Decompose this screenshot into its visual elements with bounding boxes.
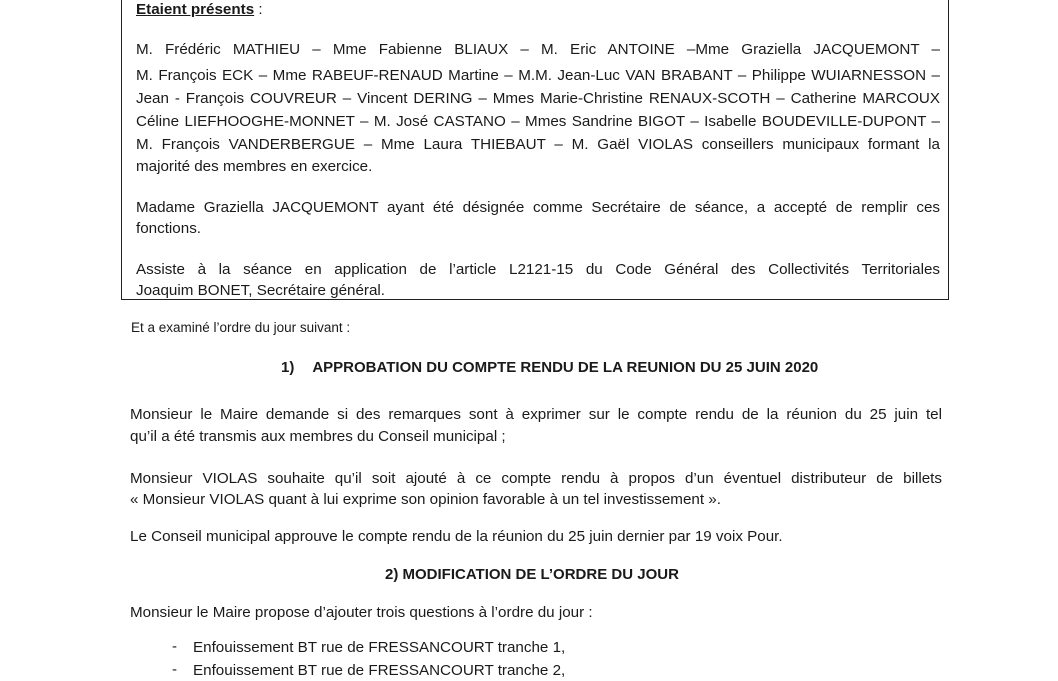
section1-conclusion: Le Conseil municipal approuve le compte rendu de la réunion du 25 juin dernier par 19 voix Pour. (130, 528, 783, 545)
bullet-dash: - (172, 638, 177, 655)
list-item: Enfouissement BT rue de FRESSANCOURT tranche 1, (193, 639, 566, 656)
secretary-line: Madame Graziella JACQUEMONT ayant été désignée comme Secrétaire de séance, a accepté de remplir ces (136, 199, 940, 216)
bullet-dash: - (172, 661, 177, 678)
assist-line: Assiste à la séance en application de l’article L2121-15 du Code Général des Collectivités Territoriales (136, 261, 940, 278)
agenda-intro: Et a examiné l’ordre du jour suivant : (131, 320, 351, 335)
attendees-heading-line (136, 0, 263, 20)
section1-paragraph-line: Monsieur VIOLAS souhaite qu’il soit ajouté à ce compte rendu à propos d’un éventuel distributeur de billets (130, 470, 942, 487)
section2-title: 2) MODIFICATION DE L’ORDRE DU JOUR (385, 566, 679, 583)
section1-heading (281, 358, 818, 378)
section2-intro: Monsieur le Maire propose d’ajouter trois questions à l’ordre du jour : (130, 604, 593, 621)
assist-line: Joaquim BONET, Secrétaire général. (136, 282, 386, 299)
attendees-line: M. François VANDERBERGUE – Mme Laura THIEBAUT – M. Gaël VIOLAS conseillers municipaux formant la (136, 136, 940, 153)
list-item: Enfouissement BT rue de FRESSANCOURT tranche 2, (193, 662, 566, 679)
secretary-line: fonctions. (136, 220, 202, 237)
attendees-line: Céline LIEFHOOGHE-MONNET – M. José CASTANO – Mmes Sandrine BIGOT – Isabelle BOUDEVILLE-DUPONT – (136, 113, 940, 130)
attendees-line: majorité des membres en exercice. (136, 158, 373, 175)
attendees-line: M. François ECK – Mme RABEUF-RENAUD Martine – M.M. Jean-Luc VAN BRABANT – Philippe WUIARNESSON – (136, 67, 940, 84)
attendees-line: Jean - François COUVREUR – Vincent DERING – Mmes Marie-Christine RENAUX-SCOTH – Catherine MARCOUX (136, 90, 940, 107)
section1-paragraph-line: qu’il a été transmis aux membres du Conseil municipal ; (130, 428, 506, 445)
section1-number: 1) (281, 359, 295, 376)
section1-paragraph-line: « Monsieur VIOLAS quant à lui exprime son opinion favorable à un tel investissement ». (130, 491, 721, 508)
attendees-heading: Etaient présents (136, 1, 255, 18)
attendees-heading-suffix: : (254, 1, 263, 18)
section1-paragraph-line: Monsieur le Maire demande si des remarques sont à exprimer sur le compte rendu de la réunion du 25 juin tel (130, 406, 942, 423)
section1-title: APPROBATION DU COMPTE RENDU DE LA REUNION DU 25 JUIN 2020 (312, 359, 819, 376)
attendees-line: M. Frédéric MATHIEU – Mme Fabienne BLIAUX – M. Eric ANTOINE –Mme Graziella JACQUEMONT – (136, 41, 940, 58)
